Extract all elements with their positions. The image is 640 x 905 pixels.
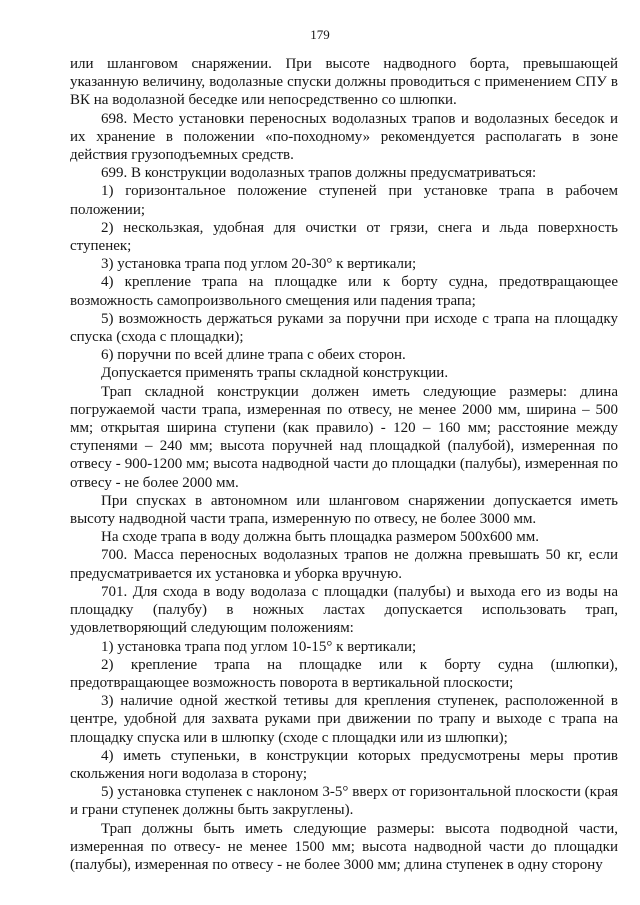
paragraph-autonomous-height: При спусках в автономном или шланговом снаряжении допускается иметь высоту надводной части трапа, измеренную по отвесу, не более 3000 мм. [70, 492, 618, 528]
list-item-699-2: 2) нескользкая, удобная для очистки от грязи, снега и льда поверхность ступенек; [70, 219, 618, 255]
list-item-701-1: 1) установка трапа под углом 10-15° к вертикали; [101, 638, 417, 655]
list-item-701-4: 4) иметь ступеньки, в конструкции которых предусмотрены меры против скольжения ноги водолаза в сторону; [70, 747, 618, 782]
paragraph-platform-size: На сходе трапа в воду должна быть площадка размером 500х600 мм. [101, 529, 539, 546]
paragraph-folding-dimensions: Трап складной конструкции должен иметь следующие размеры: длина погружаемой части трапа, измеренная по отвесу, не менее 2000 мм, ширина – 500 мм; открытая ширина ступени (как правило) - 120 – 160 мм; расстояние между ступенями – 240 мм; высота поручней над площадкой (палубой), измеренная по отвесу - 900-1200 мм; высота надводной части до площадки (палубы), измеренная по отвесу - не более 2000 мм. [70, 383, 618, 491]
list-item-699-4: 4) крепление трапа на площадке или к борту судна, предотвращающее возможность самопроизвольного смещения или падения трапа; [70, 274, 618, 309]
list-item-701-5: 5) установка ступенек с наклоном 3-5° вверх от горизонтальной плоскости (края и грани ступенек должны быть закруглены). [70, 784, 618, 819]
paragraph-698: 698. Место установки переносных водолазных трапов и водолазных беседок и их хранение в положении «по-походному» рекомендуется располагать в зоне действия грузоподъемных средств. [70, 110, 618, 164]
list-item-701-2: 2) крепление трапа на площадке или к борту судна (шлюпки), предотвращающее возможность поворота в вертикальной плоскости; [70, 656, 618, 691]
paragraph-700: 700. Масса переносных водолазных трапов не должна превышать 50 кг, если предусматривается их установка и уборка вручную. [70, 547, 618, 582]
page-number: 179 [310, 27, 330, 42]
document-body [70, 55, 618, 874]
list-item-699-3: 3) установка трапа под углом 20-30° к вертикали; [101, 256, 417, 273]
paragraph-continuation: или шланговом снаряжении. При высоте надводного борта, превышающей указанную величину, водолазные спуски должны проводиться с применением СПУ в ВК на водолазной беседке или непосредственно со шлюпки. [70, 56, 618, 109]
list-item-701-3: 3) наличие одной жесткой тетивы для крепления ступенек, расположенной в центре, удобной для захвата руками при движении по трапу и выходе с трапа на площадку спуска или в шлюпку (сходе с площадки или из шлюпки); [70, 693, 618, 746]
paragraph-701: 701. Для схода в воду водолаза с площадки (палубы) и выхода его из воды на площадку (палубу) в ножных ластах допускается использовать трап, удовлетворяющий следующим положениям: [70, 583, 618, 637]
list-item-699-6: 6) поручни по всей длине трапа с обеих сторон. [101, 347, 406, 364]
paragraph-ladder-dimensions: Трап должны быть иметь следующие размеры: высота подводной части, измеренная по отвесу- не менее 1500 мм; высота надводной части до площадки (палубы), измеренная по отвесу - не более 3000 мм; длина ступенек в одну сторону [70, 820, 618, 873]
list-item-699-1: 1) горизонтальное положение ступеней при установке трапа в рабочем положении; [70, 183, 618, 218]
paragraph-folding-allowed: Допускается применять трапы складной конструкции. [101, 365, 449, 382]
list-item-699-5: 5) возможность держаться руками за поручни при исходе с трапа на площадку спуска (схода с площадки); [70, 310, 618, 346]
paragraph-699: 699. В конструкции водолазных трапов должны предусматриваться: [101, 165, 537, 182]
